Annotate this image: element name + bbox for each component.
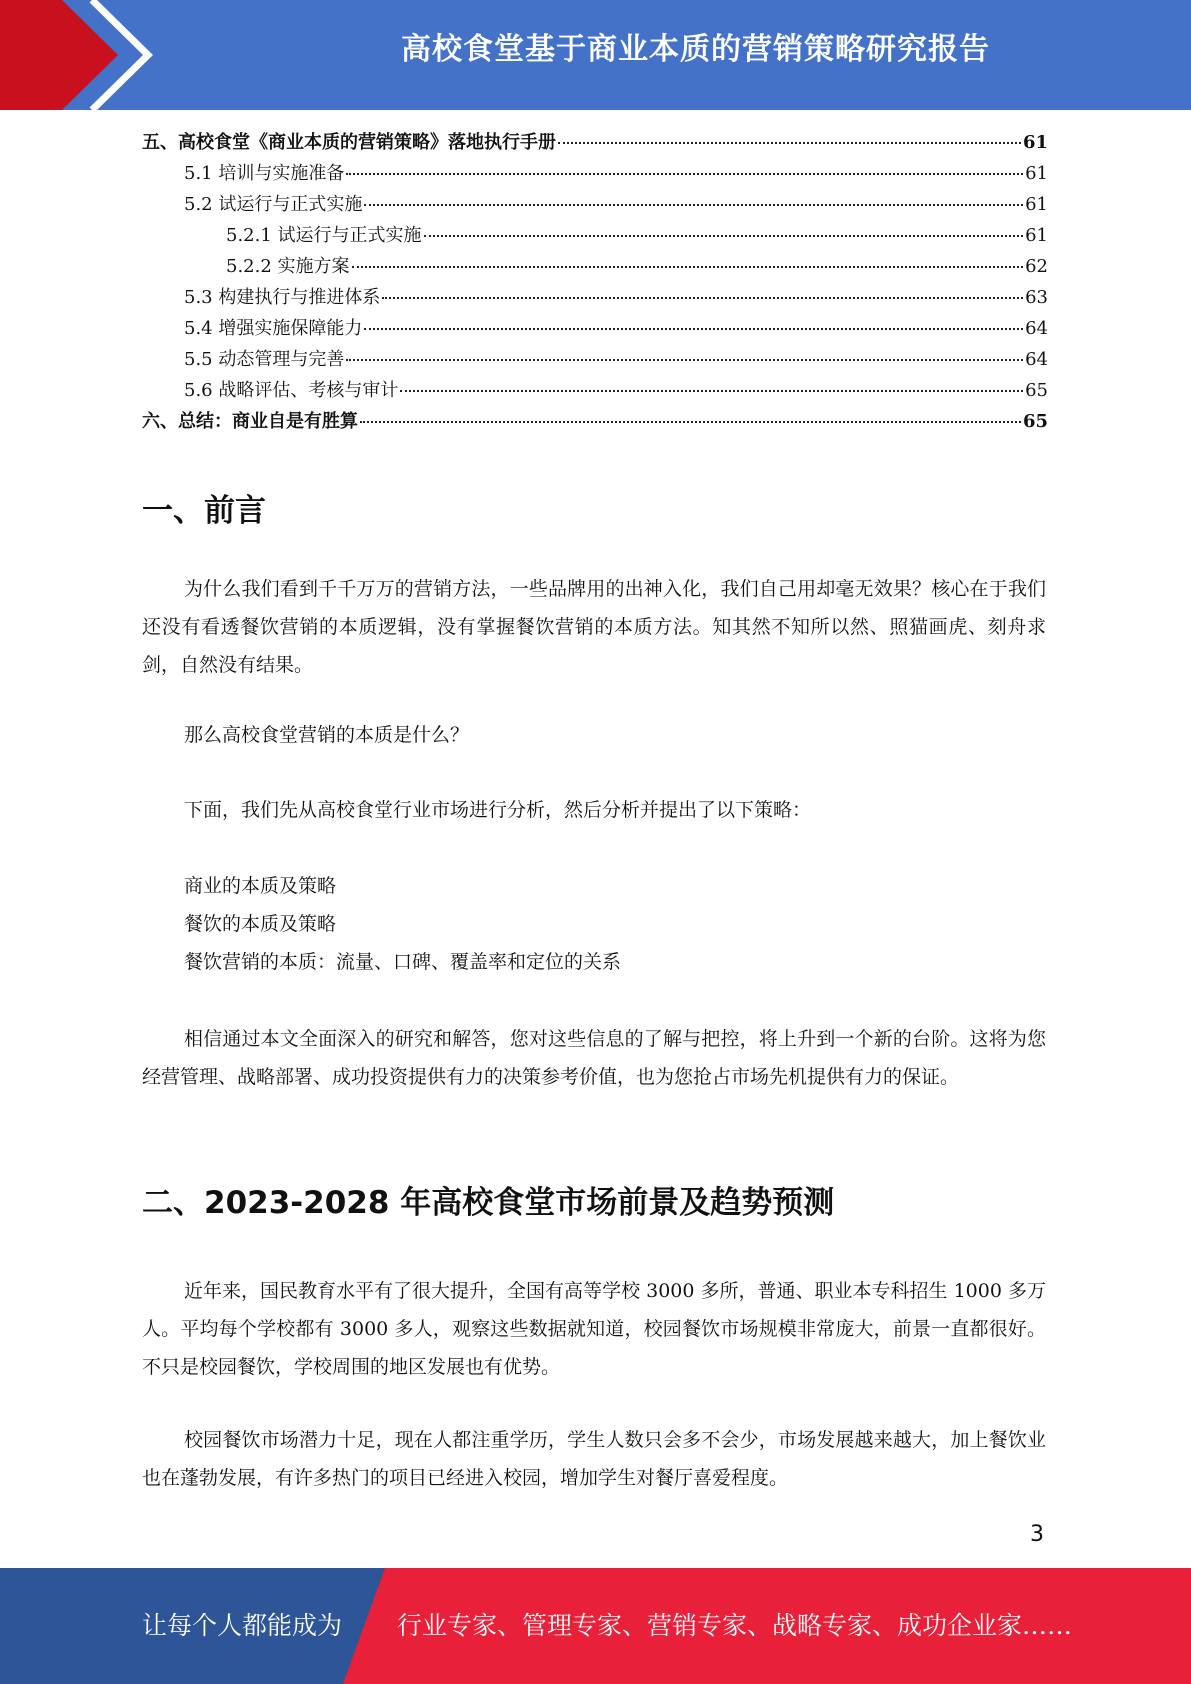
toc-entry-title: 5.5 动态管理与完善 xyxy=(184,349,345,370)
header-title: 高校食堂基于商业本质的营销策略研究报告 xyxy=(401,32,990,67)
toc-entry-page: 61 xyxy=(1025,225,1048,246)
toc-entry-page: 65 xyxy=(1022,411,1048,432)
toc-row[interactable] xyxy=(142,252,1048,283)
toc-entry-title: 5.6 战略评估、考核与审计 xyxy=(184,380,399,401)
toc-entry-title: 5.2 试运行与正式实施 xyxy=(184,194,363,215)
toc-leader-dots xyxy=(400,390,1023,392)
body-paragraph: 下面，我们先从高校食堂行业市场进行分析，然后分析并提出了以下策略： xyxy=(184,799,812,821)
toc-row[interactable] xyxy=(142,376,1048,407)
header-chevron-graphic xyxy=(0,0,200,110)
toc-row[interactable] xyxy=(142,283,1048,314)
list-item: 餐饮的本质及策略 xyxy=(184,913,337,935)
toc-entry-title: 五、高校食堂《商业本质的营销策略》落地执行手册 xyxy=(142,132,556,153)
toc-leader-dots xyxy=(360,421,1021,423)
toc-row[interactable] xyxy=(142,159,1048,190)
toc-row[interactable] xyxy=(142,407,1048,438)
toc-leader-dots xyxy=(382,297,1023,299)
toc-entry-page: 64 xyxy=(1025,318,1048,339)
toc-entry-title: 5.2.2 实施方案 xyxy=(226,256,350,277)
footer-slogan-left: 让每个人都能成为 xyxy=(142,1611,343,1640)
section-heading-market-forecast: 二、2023-2028 年高校食堂市场前景及趋势预测 xyxy=(142,1185,835,1221)
page-header xyxy=(0,0,1191,110)
toc-leader-dots xyxy=(346,359,1023,361)
page-number: 3 xyxy=(1030,1522,1044,1547)
toc-entry-title: 5.1 培训与实施准备 xyxy=(184,163,345,184)
toc-row[interactable] xyxy=(142,190,1048,221)
page-footer xyxy=(0,1568,1191,1684)
toc-entry-page: 61 xyxy=(1022,132,1048,153)
footer-slogan-right: 行业专家、管理专家、营销专家、战略专家、成功企业家…… xyxy=(397,1611,1073,1640)
toc-row[interactable] xyxy=(142,128,1048,159)
toc-leader-dots xyxy=(346,173,1023,175)
toc-entry-title: 5.2.1 试运行与正式实施 xyxy=(226,225,422,246)
toc-row[interactable] xyxy=(142,221,1048,252)
toc-leader-dots xyxy=(424,235,1024,237)
toc-leader-dots xyxy=(352,266,1024,268)
toc-entry-page: 61 xyxy=(1025,194,1048,215)
toc-entry-page: 63 xyxy=(1025,287,1048,308)
toc-entry-page: 62 xyxy=(1025,256,1048,277)
toc-entry-title: 5.3 构建执行与推进体系 xyxy=(184,287,381,308)
list-item: 餐饮营销的本质：流量、口碑、覆盖率和定位的关系 xyxy=(184,951,622,973)
body-paragraph: 为什么我们看到千千万万的营销方法，一些品牌用的出神入化，我们自己用却毫无效果？核心在于我们还没有看透餐饮营销的本质逻辑，没有掌握餐饮营销的本质方法。知其然不知所以然、照猫画虎、刻舟求剑，自然没有结果。 xyxy=(142,578,1046,676)
toc-leader-dots xyxy=(364,204,1023,206)
table-of-contents xyxy=(142,128,1048,438)
toc-entry-page: 65 xyxy=(1025,380,1048,401)
body-paragraph: 校园餐饮市场潜力十足，现在人都注重学历，学生人数只会多不会少，市场发展越来越大，加上餐饮业也在蓬勃发展，有许多热门的项目已经进入校园，增加学生对餐厅喜爱程度。 xyxy=(142,1429,1046,1489)
body-paragraph: 相信通过本文全面深入的研究和解答，您对这些信息的了解与把控，将上升到一个新的台阶。这将为您经营管理、战略部署、成功投资提供有力的决策参考价值，也为您抢占市场先机提供有力的保证。 xyxy=(142,1028,1046,1088)
list-item: 商业的本质及策略 xyxy=(184,875,337,897)
toc-leader-dots xyxy=(558,142,1021,144)
toc-row[interactable] xyxy=(142,314,1048,345)
toc-entry-title: 5.4 增强实施保障能力 xyxy=(184,318,363,339)
body-paragraph: 那么高校食堂营销的本质是什么？ xyxy=(184,724,470,746)
toc-row[interactable] xyxy=(142,345,1048,376)
body-paragraph: 近年来，国民教育水平有了很大提升，全国有高等学校 3000 多所，普通、职业本专科招生 1000 多万人。平均每个学校都有 3000 多人，观察这些数据就知道，校园餐饮市场规模非常庞大，前景一直都很好。不只是校园餐饮，学校周围的地区发展也有优势。 xyxy=(142,1280,1046,1378)
toc-entry-page: 61 xyxy=(1025,163,1048,184)
section-heading-preface: 一、前言 xyxy=(142,493,266,529)
toc-entry-page: 64 xyxy=(1025,349,1048,370)
toc-entry-title: 六、总结：商业自是有胜算 xyxy=(142,411,358,432)
toc-leader-dots xyxy=(364,328,1023,330)
